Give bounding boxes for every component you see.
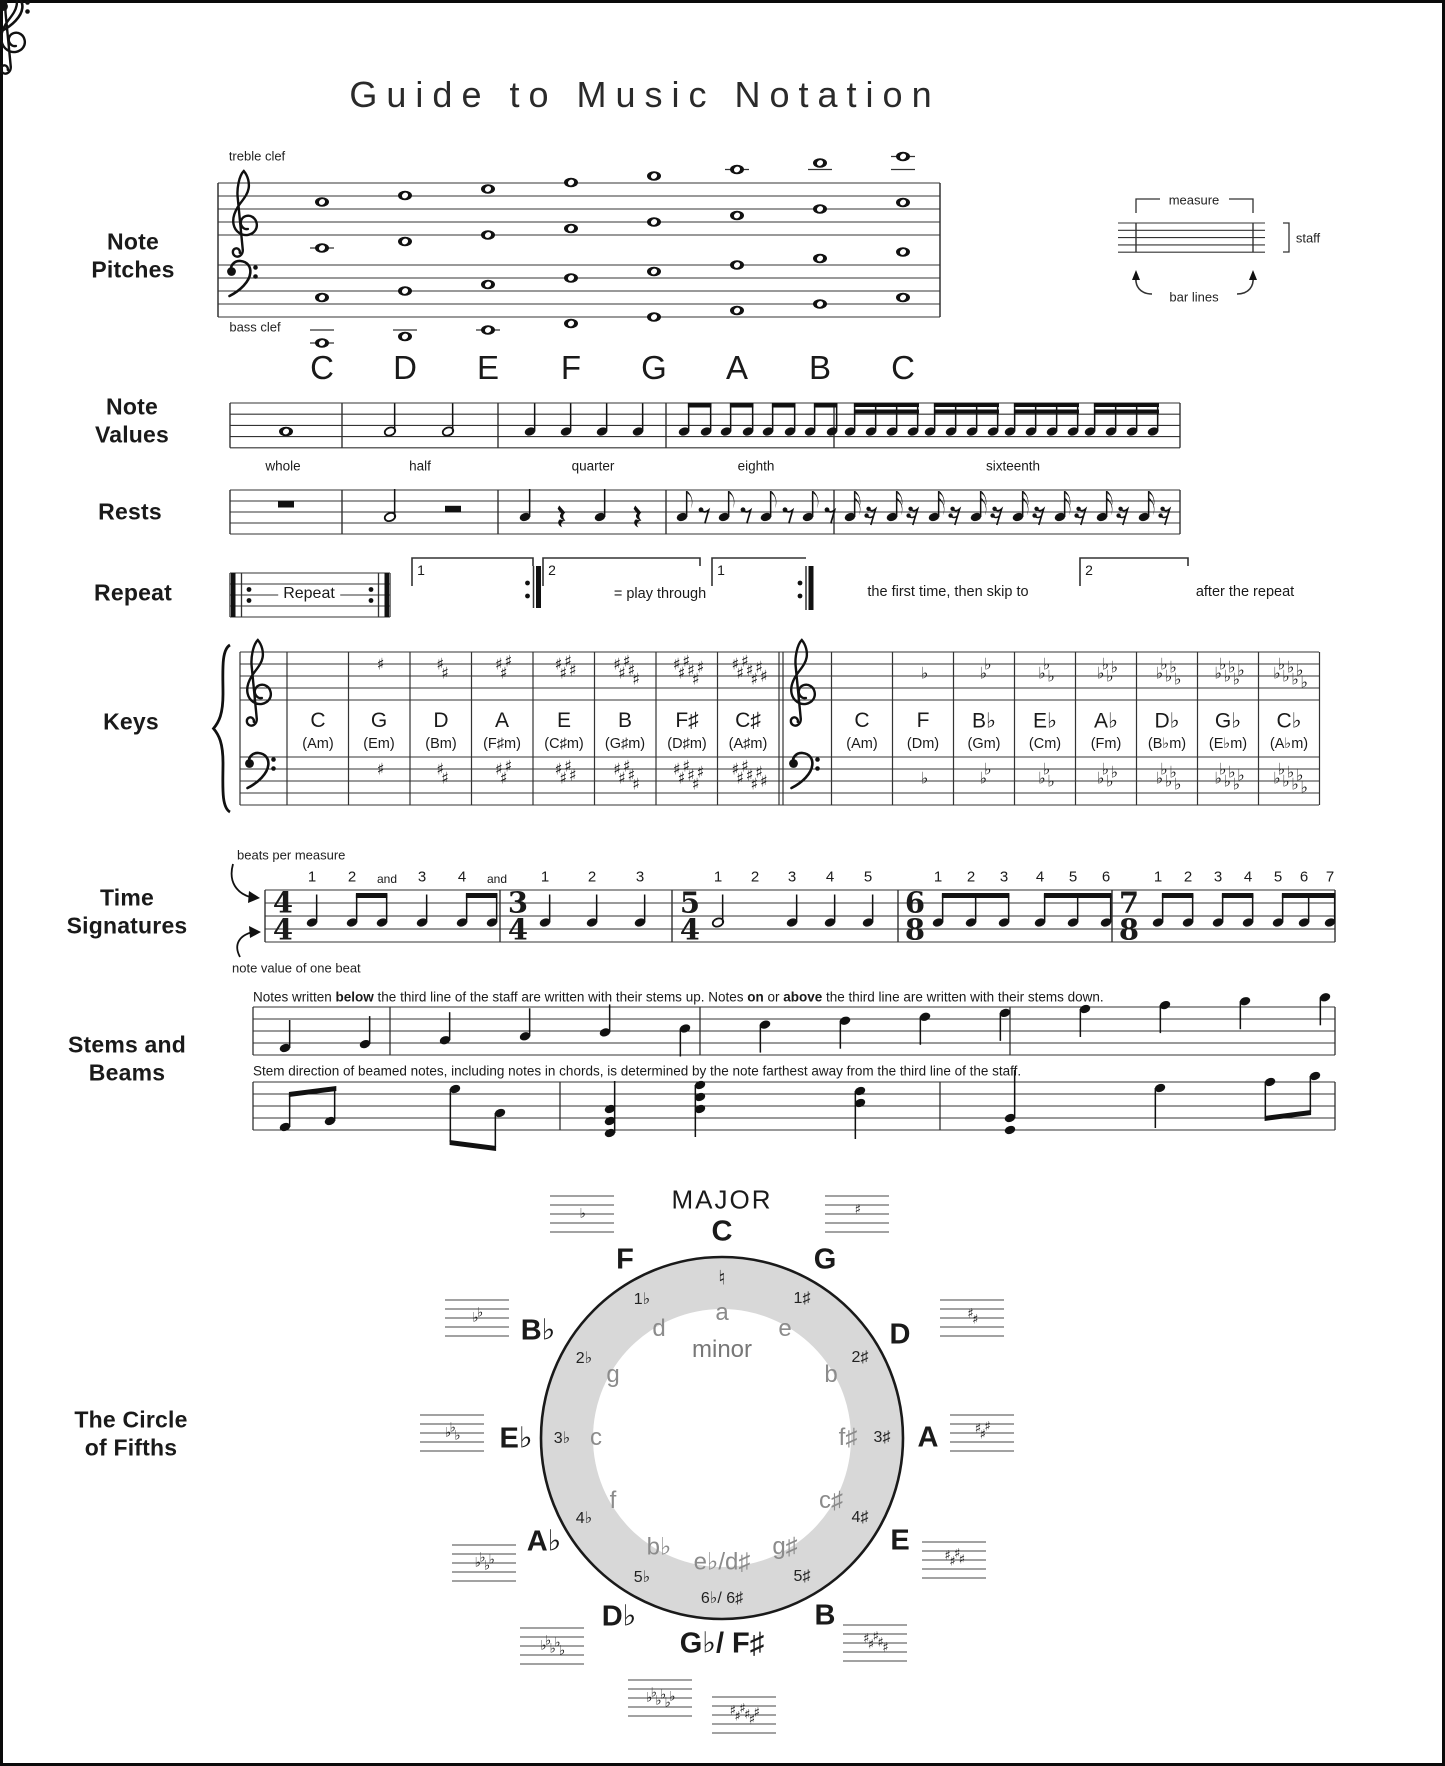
time-signature-arrows [232,864,253,957]
note-value-name: whole [265,458,301,474]
stems-rule-1-b: below [335,989,374,1005]
key-name-minor: (Am) [302,736,334,752]
time-sig-bottom: 4 [507,912,529,947]
key-signature-bass: ♯♯♯♯♯ [613,756,637,794]
circle-minor-key: e♭/d♯ [693,1548,751,1576]
beat-number: 2 [750,868,760,886]
mini-key-signature: ♯♯ [967,1306,977,1328]
mini-key-signature: ♭♭ [472,1305,482,1326]
key-name-major: B♭ [972,709,996,733]
beat-number: 1 [1153,868,1163,886]
mini-key-signature: ♭♭♭ [445,1420,459,1444]
key-name-major: G♭ [1214,709,1242,733]
circle-accidental-count: ♮ [718,1267,726,1290]
pitch-letter: G [641,349,667,386]
section-label-repeat: Repeat [94,579,172,606]
time-sig-bottom: 4 [272,912,294,947]
section-label-note-pitches-2: Pitches [91,256,175,283]
circle-major-key: D [889,1318,911,1351]
circle-accidental-count: 4♯ [851,1509,869,1526]
note-value-name: half [409,458,431,474]
section-label-stems-2: Beams [88,1059,166,1086]
time-signature-notes [306,893,1337,928]
page-title: Guide to Music Notation [349,74,941,115]
stems-staff-2 [253,1082,1335,1130]
circle-minor-title: minor [691,1336,753,1363]
pitch-letter: A [725,349,749,386]
circle-major-key: E [890,1524,910,1557]
key-name-major: E [556,709,572,732]
beat-number: 4 [457,868,467,886]
beat-number: 1 [713,868,723,886]
circle-major-key: F [616,1243,634,1276]
circle-accidental-count: 3♯ [873,1429,891,1446]
section-label-circle-2: of Fifths [84,1434,178,1461]
circle-minor-key: f [609,1487,617,1514]
key-signature-bass: ♭♭ [979,759,989,788]
treble-clef-label: treble clef [228,148,286,164]
time-sig-bottom: 8 [1118,912,1140,947]
ending-1-number: 1 [417,562,425,578]
note-value-name: quarter [571,458,615,474]
section-label-time-signatures-1: Time [99,884,155,911]
pitch-letter: E [476,349,500,386]
circle-major-key: D♭ [601,1600,637,1633]
section-label-time-signatures-2: Signatures [66,912,188,939]
ending-2b-number: 2 [1085,562,1093,578]
beat-number: 2 [347,868,357,886]
stems-rule-1 [253,990,1104,1005]
stems-rule-2: Stem direction of beamed notes, including notes in chords, is determined by the note farthest away from the third line of the staff. [253,1063,1022,1079]
key-name-minor: (E♭m) [1208,736,1248,752]
pitch-letter: C [891,349,915,386]
key-name-minor: (Am) [846,736,878,752]
beat-number: 3 [417,868,427,886]
key-name-major: A♭ [1094,709,1118,733]
key-signature-bass: ♯♯♯♯♯♯ [672,756,702,794]
stems-rule-1-g: the third line are written with their stems down. [822,989,1104,1005]
beat-number: 3 [999,868,1009,886]
note-value-of-one-beat-label: note value of one beat [232,960,361,976]
circle-major-key: C [711,1215,733,1248]
section-label-rests: Rests [98,498,162,525]
key-signature-treble: ♭♭♭♭♭ [1155,654,1179,689]
circle-accidental-count: 1♯ [793,1290,811,1307]
beat-number: 3 [787,868,797,886]
beat-number: and [486,872,508,886]
time-sig-top: 6 [904,885,926,920]
beat-number: 2 [966,868,976,886]
circle-minor-key: b [824,1361,838,1388]
key-signature-treble: ♯♯♯♯ [554,651,574,683]
key-name-major: D♭ [1154,709,1180,733]
circle-major-key: G♭/ F♯ [679,1627,765,1660]
stems-rule-1-d: on [747,989,764,1005]
beat-number: 1 [307,868,317,886]
mini-key-signature: ♭♭♭♭♭ [540,1633,564,1659]
section-label-circle-1: The Circle [74,1406,188,1433]
key-name-major: B [617,709,633,732]
circle-minor-key: e [778,1315,792,1342]
key-signature-treble: ♯♯♯ [494,651,510,683]
key-name-minor: (Dm) [906,736,940,752]
key-name-minor: (Bm) [425,736,457,752]
section-label-keys: Keys [103,708,159,735]
note-value-name: sixteenth [985,458,1041,474]
key-name-minor: (G♯m) [604,736,646,752]
key-signature-treble: ♯♯ [436,654,446,683]
repeat-play-through-text: = play through [613,586,707,602]
circle-minor-key: f♯ [838,1424,858,1451]
key-name-minor: (Cm) [1028,736,1062,752]
pitch-letter: B [808,349,832,386]
repeat-after-text: after the repeat [1195,584,1295,600]
mini-key-signature: ♯♯♯♯♯♯ [729,1701,759,1728]
beat-number: 4 [825,868,835,886]
mini-key-signature: ♯♯♯♯♯ [863,1629,887,1656]
beat-number: 4 [1035,868,1045,886]
beat-number: 5 [1273,868,1283,886]
key-name-major: C [310,709,326,732]
circle-minor-key: a [715,1299,729,1326]
circle-major-title: MAJOR [671,1184,773,1215]
beat-number: 5 [1068,868,1078,886]
pitch-letter: D [393,349,417,386]
key-name-minor: (B♭m) [1147,736,1187,752]
pitch-letter: F [560,349,582,386]
key-name-minor: (Em) [363,736,395,752]
ending-1b-number: 1 [717,562,725,578]
mini-key-signature: ♭♭♭♭ [474,1550,494,1574]
circle-minor-key: d [652,1315,666,1342]
beat-number: 5 [863,868,873,886]
circle-accidental-count: 6♭/ 6♯ [700,1590,744,1607]
circle-minor-key: c [590,1424,602,1451]
key-signature-treble: ♯♯♯♯♯ [613,651,637,689]
pitch-notes [310,152,915,348]
key-signature-treble: ♭♭♭♭♭♭♭ [1273,654,1305,692]
time-signature-arrowheads [248,891,261,938]
key-name-minor: (C♯m) [544,736,584,752]
key-name-minor: (Fm) [1090,736,1122,752]
beat-number: 7 [1325,868,1335,886]
key-signature-bass: ♯♯♯ [494,756,510,788]
beats-per-measure-label: beats per measure [237,847,346,863]
mini-key-signature: ♭ [579,1206,585,1222]
beat-number: 4 [1243,868,1253,886]
circle-major-key: G [813,1243,837,1276]
beat-number: 1 [540,868,550,886]
stems-rule-1-e: or [763,989,784,1005]
key-signature-bass: ♭♭♭♭♭♭♭ [1273,759,1305,797]
key-name-minor: (A♭m) [1269,736,1309,752]
key-name-minor: (F♯m) [483,736,521,752]
circle-accidental-count: 4♭ [575,1510,593,1527]
key-name-major: C [854,709,870,732]
circle-accidental-count: 2♯ [851,1349,869,1366]
section-label-stems-1: Stems and [67,1031,187,1058]
bass-clef-label: bass clef [229,319,281,335]
key-signature-bass: ♯ [376,759,382,779]
bar-lines-label: bar lines [1169,289,1219,305]
circle-accidental-count: 3♭ [553,1430,571,1447]
time-sig-top: 4 [272,885,294,920]
beat-number: 1 [933,868,943,886]
stems-rule-1-f: above [783,989,823,1005]
key-signature-bass: ♯♯♯♯ [554,756,574,788]
staff-label: staff [1295,230,1321,246]
rests-notes [278,489,1170,527]
beat-number: 6 [1299,868,1309,886]
key-signature-treble: ♭♭♭♭♭♭ [1214,654,1242,689]
circle-major-key: E♭ [499,1422,533,1455]
stems-rule-1-c: the third line of the staff are written with their stems up. Notes [373,989,748,1005]
key-signature-bass: ♭♭♭♭♭ [1155,759,1179,794]
key-name-major: F♯ [675,709,699,732]
circle-minor-key: g♯ [772,1533,798,1560]
key-signature-bass: ♭♭♭♭ [1096,759,1116,791]
time-sig-top: 3 [507,885,529,920]
measure-diagram [1118,199,1289,294]
key-name-major: D [433,709,449,732]
beat-number: 6 [1101,868,1111,886]
key-name-minor: (A♯m) [728,736,768,752]
key-signature-bass: ♭♭♭ [1038,759,1052,791]
key-signature-bass: ♯♯ [436,759,446,788]
circle-accidental-count: 2♭ [575,1350,593,1367]
beat-number: 2 [1183,868,1193,886]
beat-number: and [376,872,398,886]
circle-accidental-count: 5♯ [793,1568,811,1585]
time-sig-bottom: 4 [679,912,701,947]
beat-number: 3 [1213,868,1223,886]
mini-key-signature: ♯♯♯ [974,1419,990,1443]
time-sig-top: 5 [679,885,701,920]
key-signature-treble: ♭ [920,663,926,683]
key-signature-treble: ♯ [376,654,382,674]
note-value-name: eighth [737,458,775,474]
circle-minor-key: b♭ [646,1533,672,1561]
key-signature-bass: ♯♯♯♯♯♯♯ [731,756,765,794]
circle-major-key: A♭ [526,1525,562,1558]
mini-key-signature: ♯♯♯♯ [944,1546,964,1570]
stems-rule-1-a: Notes written [253,989,336,1005]
repeat-first-time-text: the first time, then skip to [867,584,1029,600]
key-signature-treble: ♭♭♭♭ [1096,654,1116,686]
time-sig-bottom: 8 [904,912,926,947]
section-label-note-pitches-1: Note [107,228,159,255]
note-values-notes [279,403,1159,437]
key-signature-treble: ♯♯♯♯♯♯ [672,651,702,689]
key-name-minor: (D♯m) [667,736,707,752]
key-signature-treble: ♭♭ [979,654,989,683]
circle-major-key: B [814,1599,836,1632]
circle-minor-key: g [606,1361,620,1388]
key-name-major: C♯ [735,709,761,732]
mini-key-signature: ♯ [854,1202,860,1218]
key-name-major: F [916,709,930,732]
ending-2-number: 2 [548,562,556,578]
circle-major-key: B♭ [520,1314,556,1347]
key-name-minor: (Gm) [967,736,1001,752]
key-name-major: C♭ [1276,709,1302,733]
beat-number: 2 [587,868,597,886]
key-name-major: A [494,709,510,732]
section-label-note-values-2: Values [94,421,170,448]
circle-major-key: A [917,1421,939,1454]
circle-accidental-count: 1♭ [633,1291,651,1308]
beat-number: 3 [635,868,645,886]
circle-minor-key: c♯ [819,1487,843,1514]
stems-staff-1 [253,1007,1335,1055]
pitch-letter: C [310,349,334,386]
key-signature-treble: ♭♭♭ [1038,654,1052,686]
time-sig-top: 7 [1118,885,1140,920]
key-signature-bass: ♭ [920,768,926,788]
key-signature-bass: ♭♭♭♭♭♭ [1214,759,1242,794]
measure-label: measure [1168,192,1220,208]
mini-key-signature: ♭♭♭♭♭♭ [646,1685,674,1711]
repeat-staff-text: Repeat [278,585,340,603]
section-label-note-values-1: Note [106,393,158,420]
key-signature-treble: ♯♯♯♯♯♯♯ [731,651,765,689]
circle-accidental-count: 5♭ [633,1569,651,1586]
measure-diagram-arrowheads [1132,270,1257,280]
key-name-major: G [370,709,388,732]
key-name-major: E♭ [1033,709,1057,733]
keys-brace [214,645,231,812]
